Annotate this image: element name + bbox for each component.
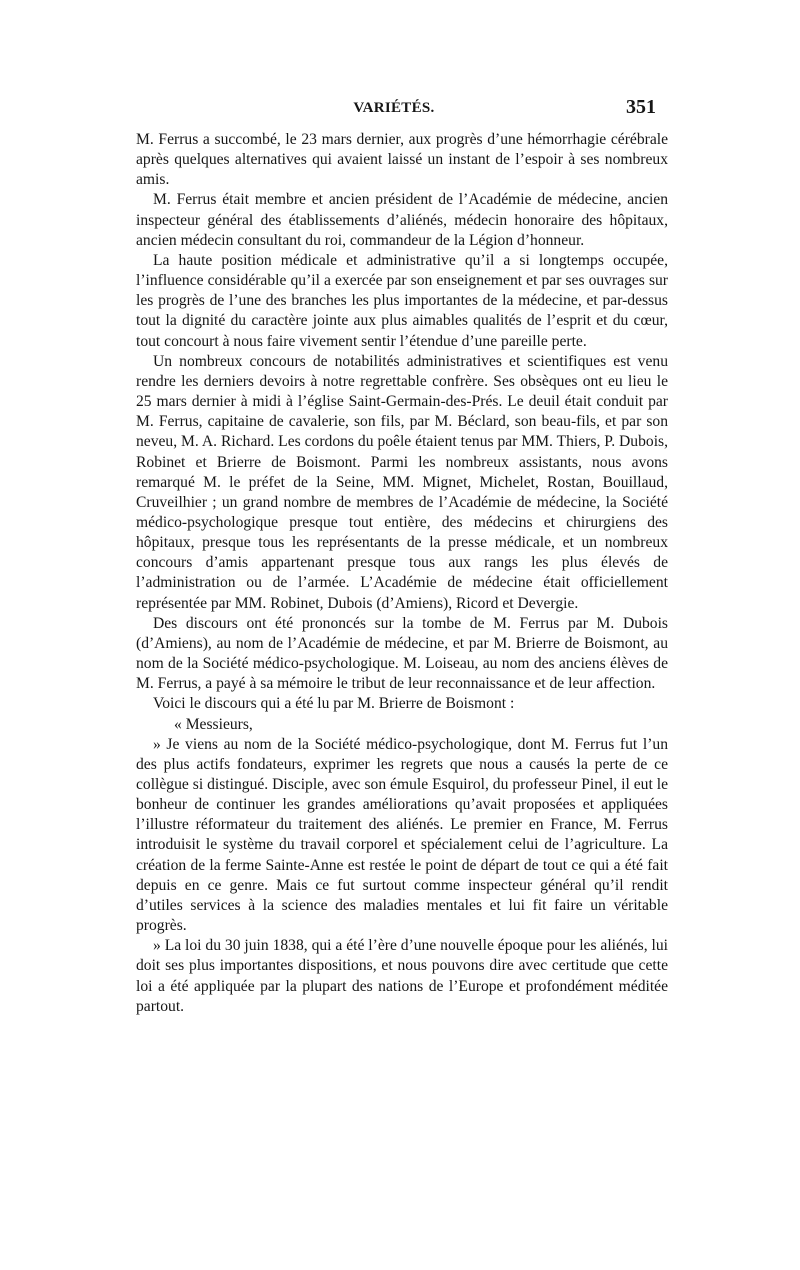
speech-salutation: « Messieurs, (174, 715, 253, 733)
paragraph-6: Voici le discours qui a été lu par M. Brierre de Boismont : (153, 695, 515, 713)
speech-paragraph-2: » La loi du 30 juin 1838, qui a été l’ère d’une nouvelle époque pour les aliénés, lui doit ses plus importantes dispositions, et nous pouvons dire avec certitude que cette loi a été appliquée par la plupart des nations de l’Europe et profondément méditée partout. (136, 937, 668, 1015)
paragraph-3: La haute position médicale et administrative qu’il a si longtemps occupée, l’influence considérable qu’il a exercée par son enseignement et par ses ouvrages sur les progrès de l’une des branches les plus importantes de la médecine, et par-dessus tout la dignité du caractère jointe aux plus aimables qualités de l’esprit et du cœur, tout concourt à nous faire vivement sentir l’étendue d’une pareille perte. (136, 251, 668, 350)
running-head (134, 96, 654, 126)
body-text (136, 130, 668, 1017)
speech-paragraph-1: » Je viens au nom de la Société médico-psychologique, dont M. Ferrus fut l’un des plus actifs fondateurs, exprimer les regrets que nous a causés la perte de ce collègue si distingué. Disciple, avec son émule Esquirol, du professeur Pinel, il eut le bonheur de continuer les grandes améliorations qu’avait proposées et appliquées l’illustre réformateur du traitement des aliénés. Le premier en France, M. Ferrus introduisit le système du travail corporel et spécialement celui de l’agriculture. La création de la ferme Sainte-Anne est restée le point de départ de tout ce qui a été fait depuis en ce genre. Mais ce fut surtout comme inspecteur général qu’il rendit d’utiles services à la science des maladies mentales et lui fit faire un véritable progrès. (136, 735, 668, 935)
page-number: 351 (626, 96, 656, 118)
paragraph-1: M. Ferrus a succombé, le 23 mars dernier, aux progrès d’une hémorrhagie cérébrale après quelques alternatives qui avaient laissé un instant de l’espoir à ses nombreux amis. (136, 131, 668, 189)
paragraph-5: Des discours ont été prononcés sur la tombe de M. Ferrus par M. Dubois (d’Amiens), au nom de l’Académie de médecine, et par M. Brierre de Boismont, au nom de la Société médico-psychologique. M. Loiseau, au nom des anciens élèves de M. Ferrus, a payé à sa mémoire le tribut de leur reconnaissance et de leur affection. (136, 614, 668, 693)
section-title: VARIÉTÉS. (353, 100, 435, 116)
paragraph-2: M. Ferrus était membre et ancien président de l’Académie de médecine, ancien inspecteur général des établissements d’aliénés, médecin honoraire des hôpitaux, ancien médecin consultant du roi, commandeur de la Légion d’honneur. (136, 191, 668, 249)
paragraph-4: Un nombreux concours de notabilités administratives et scientifiques est venu rendre les derniers devoirs à notre regrettable confrère. Ses obsèques ont eu lieu le 25 mars dernier à midi à l’église Saint-Germain-des-Prés. Le deuil était conduit par M. Ferrus, capitaine de cavalerie, son fils, par M. Béclard, son beau-fils, et par son neveu, M. A. Richard. Les cordons du poêle étaient tenus par MM. Thiers, P. Dubois, Robinet et Brierre de Boismont. Parmi les nombreux assistants, nous avons remarqué M. le préfet de la Seine, MM. Mignet, Michelet, Rostan, Bouillaud, Cruveilhier ; un grand nombre de membres de l’Académie de médecine, la Société médico-psychologique presque tout entière, des médecins et chirurgiens des hôpitaux, presque tous les représentants de la presse médicale, et un nombreux concours d’amis appartenant presque tous aux rangs les plus élevés de l’administration ou de l’armée. L’Académie de médecine était officiellement représentée par MM. Robinet, Dubois (d’Amiens), Ricord et Devergie. (136, 352, 668, 612)
